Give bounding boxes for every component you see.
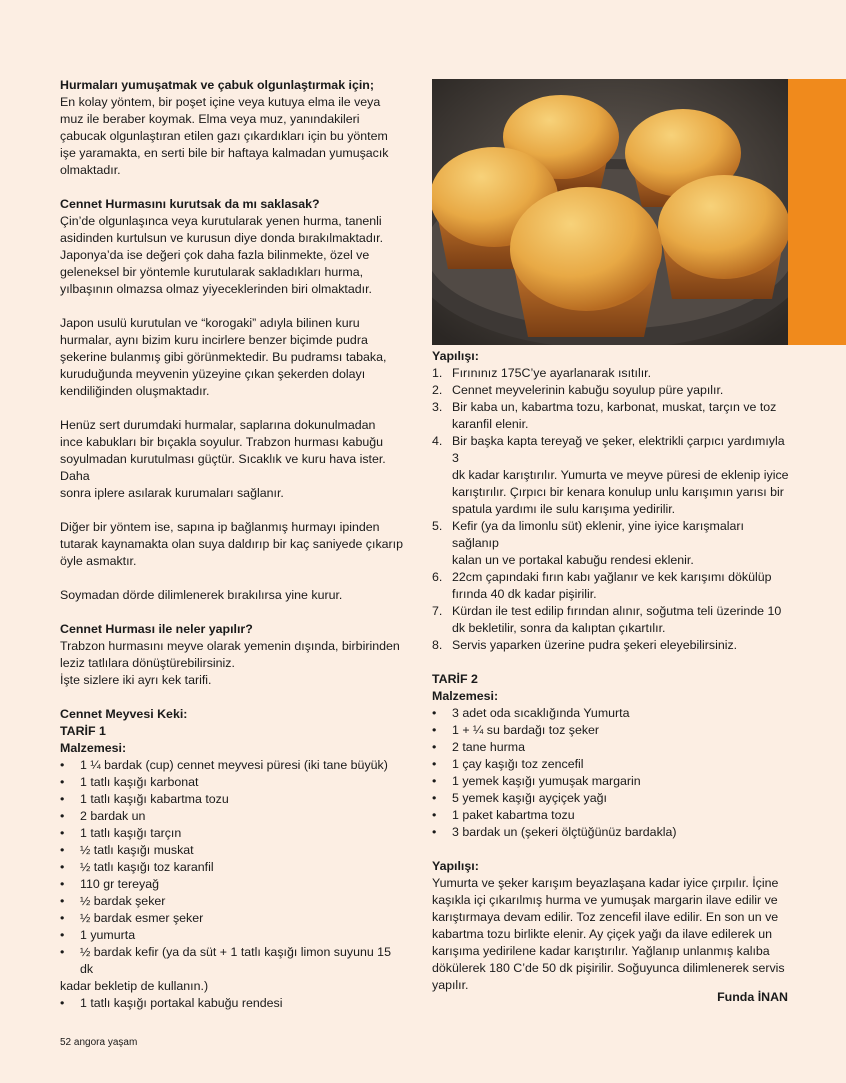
section-drying [60, 196, 405, 298]
text-line: şekerine bulanmış gibi görünmektedir. Bu pudramsı tabaka, [60, 350, 387, 364]
author-name: Funda İNAN [717, 990, 788, 1004]
step-number: 4. [432, 434, 443, 448]
list-item [432, 382, 792, 399]
text-line: kaşıkla içi çıkarılmış hurma ve yumuşak margarin ilave edilir ve [432, 893, 778, 907]
text-line: yapılır. [432, 978, 469, 992]
recipe-1 [60, 706, 405, 1012]
text-line: geleneksel bir yöntemle kurutularak sakladıkları hurma, [60, 265, 364, 279]
list-item [432, 399, 792, 433]
paragraph-quarters [60, 587, 405, 604]
text-line: dökülerek 180 C’de 50 dk pişirilir. Soğuyunca dilimlenerek servis [432, 961, 785, 975]
text-line: Fırınınız 175C’ye ayarlanarak ısıtılır. [452, 366, 652, 380]
text-line: Bir başka kapta tereyağ ve şeker, elektrikli çarpıcı yardımıyla 3 [452, 434, 785, 465]
text-line: Kefir (ya da limonlu süt) eklenir, yine iyice karışmaları sağlanıp [452, 519, 744, 550]
text-line: Kürdan ile test edilip fırından alınır, soğutma teli üzerinde 10 [452, 604, 782, 618]
step-number: 2. [432, 383, 443, 397]
text-line: karanfil elenir. [452, 417, 529, 431]
text-line: soyulmadan kurutulması güçtür. Sıcaklık ve kuru hava ister. Daha [60, 452, 386, 483]
text-line: Yumurta ve şeker karışım beyazlaşana kadar iyice çırpılır. İçine [432, 876, 779, 890]
text-line: kendiliğinden oluşmaktadır. [60, 384, 210, 398]
section-heading: Cennet Hurması ile neler yapılır? [60, 622, 253, 636]
left-column [60, 77, 405, 1012]
list-item: • 1 tatlı kaşığı tarçın [60, 825, 405, 842]
section-heading: Cennet Hurmasını kurutsak da mı saklasak? [60, 197, 320, 211]
recipe-title: Cennet Meyvesi Keki: [60, 707, 188, 721]
text-line: Soymadan dörde dilimlenerek bırakılırsa yine kurur. [60, 588, 343, 602]
recipe-number: TARİF 2 [432, 672, 478, 686]
list-item [432, 518, 792, 569]
text-line: kalan un ve portakal kabuğu rendesi eklenir. [452, 553, 694, 567]
accent-bar [788, 79, 846, 345]
step-number: 6. [432, 570, 443, 584]
text-line: Diğer bir yöntem ise, sapına ip bağlanmış hurmayı ipinden [60, 520, 380, 534]
list-item: • 110 gr tereyağ [60, 876, 405, 893]
text-line: karışıma yedirilene kadar karıştırılır. Yağlanıp unlanmış kalıba [432, 944, 770, 958]
list-item: • 1 ¼ bardak (cup) cennet meyvesi püresi (iki tane büyük) [60, 757, 405, 774]
paragraph-dipping [60, 519, 405, 570]
text-line: 22cm çapındaki fırın kabı yağlanır ve kek karışımı dökülüp [452, 570, 772, 584]
section-ripening [60, 77, 405, 179]
step-number: 1. [432, 366, 443, 380]
text-line: ince kabukları bir bıçakla soyulur. Trabzon hurması kabuğu [60, 435, 384, 449]
ingredient-list [432, 705, 792, 841]
method-heading: Yapılışı: [432, 349, 479, 363]
step-number: 5. [432, 519, 443, 533]
list-item [432, 433, 792, 518]
text-line: sonra iplere asılarak kurumaları sağlanır. [60, 486, 284, 500]
text-line: Japon usulü kurutulan ve “korogaki” adıyla bilinen kuru [60, 316, 360, 330]
list-item: • 3 adet oda sıcaklığında Yumurta [432, 705, 792, 722]
text-line: spatula yardımı ile sulu karışıma yedirilir. [452, 502, 676, 516]
list-item: • ½ bardak esmer şeker [60, 910, 405, 927]
ingredient-list-end [60, 995, 405, 1012]
text-line: kuruduğunda meyvenin yüzeyine çıkan şekerden dolayı [60, 367, 366, 381]
page-footer: 52 angora yaşam [60, 1037, 138, 1048]
text-line: yılbaşının olmazsa olmaz yiyeceklerinden biri olmaktadır. [60, 282, 372, 296]
list-item [432, 637, 792, 654]
list-item: • ½ tatlı kaşığı muskat [60, 842, 405, 859]
list-item: • 1 paket kabartma tozu [432, 807, 792, 824]
text-line: asidinden kurtulsun ve kurusun diye donda bırakılmaktadır. [60, 231, 384, 245]
text-line: Cennet meyvelerinin kabuğu soyulup püre yapılır. [452, 383, 724, 397]
text-line: Bir kaba un, kabartma tozu, karbonat, muskat, tarçın ve toz [452, 400, 777, 414]
list-item: • 1 + ¼ su bardağı toz şeker [432, 722, 792, 739]
text-line: Trabzon hurmasını meyve olarak yemenin dışında, birbirinden [60, 639, 400, 653]
text-line: Çin’de olgunlaşınca veya kurutularak yenen hurma, tanenli [60, 214, 382, 228]
text-line: Henüz sert durumdaki hurmalar, saplarına dokunulmadan [60, 418, 376, 432]
section-uses [60, 621, 405, 689]
list-item: • 3 bardak un (şekeri ölçtüğünüz bardakla) [432, 824, 792, 841]
text-line: Servis yaparken üzerine pudra şekeri eleyebilirsiniz. [452, 638, 738, 652]
list-item: • 5 yemek kaşığı ayçiçek yağı [432, 790, 792, 807]
text-line: En kolay yöntem, bir poşet içine veya kutuya elma ile veya [60, 95, 381, 109]
text-line: öyle asmaktır. [60, 554, 137, 568]
list-item: • 1 tatlı kaşığı kabartma tozu [60, 791, 405, 808]
text-line: hurmalar, aynı bizim kuru incirlere benzer biçimde pudra [60, 333, 368, 347]
recipe-number: TARİF 1 [60, 724, 106, 738]
section-heading: Hurmaları yumuşatmak ve çabuk olgunlaştırmak için; [60, 78, 375, 92]
list-item: • ½ tatlı kaşığı toz karanfil [60, 859, 405, 876]
list-item-continuation: kadar bekletip de kullanın.) [60, 979, 209, 993]
list-item [432, 603, 792, 637]
paragraph-peeling [60, 417, 405, 502]
paragraph-korogaki [60, 315, 405, 400]
text-line: çabucak olgunlaştıran etilen gazı çıkardıkları için bu yöntem [60, 129, 388, 143]
step-number: 8. [432, 638, 443, 652]
ingredients-heading: Malzemesi: [432, 689, 499, 703]
text-line: karıştırmaya devam edilir. Toz zencefil ilave edilir. En son un ve [432, 910, 779, 924]
text-line: leziz tatlılara dönüştürebilirsiniz. [60, 656, 235, 670]
list-item: • ½ bardak kefir (ya da süt + 1 tatlı kaşığı limon suyunu 15 dk [60, 944, 405, 978]
ingredient-list [60, 757, 405, 978]
list-item [432, 569, 792, 603]
text-line: İşte sizlere iki ayrı kek tarifi. [60, 673, 212, 687]
method-steps [432, 365, 792, 654]
method-paragraph [432, 875, 792, 994]
step-number: 7. [432, 604, 443, 618]
text-line: Japonya’da ise değeri çok daha fazla bilinmekte, özel ve [60, 248, 370, 262]
text-line: kabartma tozu birlikte elenir. Ay çiçek yağı da ilave edilerek un [432, 927, 773, 941]
list-item: • 1 tatlı kaşığı portakal kabuğu rendesi [60, 995, 405, 1012]
list-item: • 1 tatlı kaşığı karbonat [60, 774, 405, 791]
list-item: • 2 bardak un [60, 808, 405, 825]
text-line: dk kadar karıştırılır. Yumurta ve meyve püresi de eklenip iyice [452, 468, 789, 482]
text-line: tutarak kaynamakta olan suya daldırıp bir kaç saniyede çıkarıp [60, 537, 403, 551]
spacer [432, 654, 792, 671]
muffins-photo [432, 79, 788, 345]
list-item: • 1 yumurta [60, 927, 405, 944]
spacer [432, 841, 792, 858]
step-number: 3. [432, 400, 443, 414]
text-line: muz ile beraber koymak. Elma veya muz, yanındakileri [60, 112, 360, 126]
text-line: işe yaramakta, en serti bile bir haftaya kalmadan yumuşacık [60, 146, 389, 160]
list-item: • 1 çay kaşığı toz zencefil [432, 756, 792, 773]
text-line: olmaktadır. [60, 163, 121, 177]
text-line: dk bekletilir, sonra da kalıptan çıkartılır. [452, 621, 666, 635]
method-heading: Yapılışı: [432, 859, 479, 873]
list-item: • ½ bardak şeker [60, 893, 405, 910]
right-column [432, 348, 792, 994]
text-line: karıştırılır. Çırpıcı bir kenara konulup unlu karışımın yarısı bir [452, 485, 784, 499]
list-item [432, 365, 792, 382]
list-item: • 1 yemek kaşığı yumuşak margarin [432, 773, 792, 790]
list-item: • 2 tane hurma [432, 739, 792, 756]
text-line: fırında 40 dk kadar pişirilir. [452, 587, 597, 601]
muffins-illustration [432, 79, 788, 345]
ingredients-heading: Malzemesi: [60, 741, 127, 755]
